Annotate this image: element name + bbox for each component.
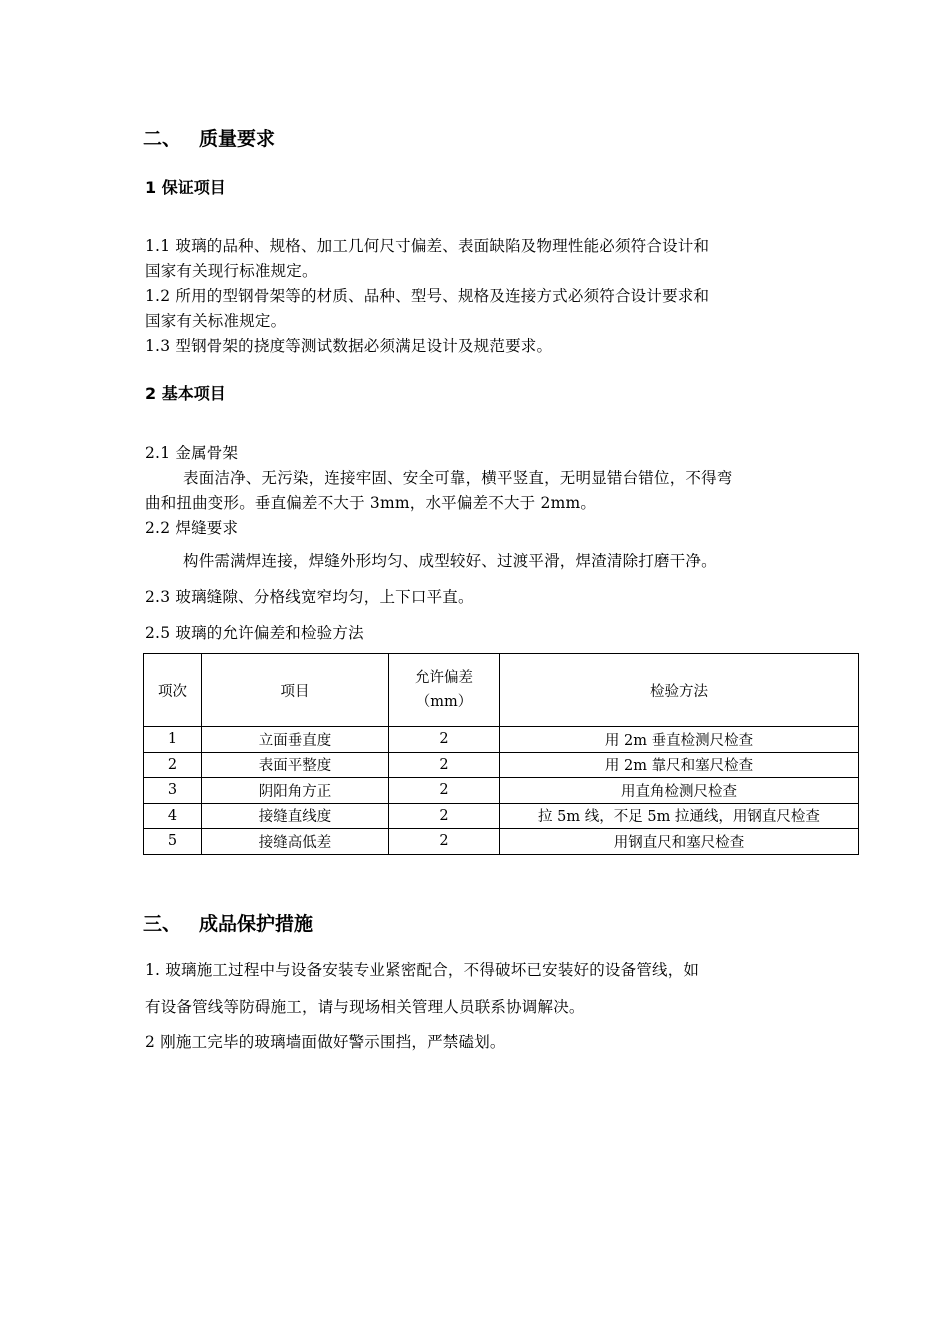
cell-method: 用直角检测尺检查: [500, 778, 859, 804]
paragraph-line: 国家有关现行标准规定。: [145, 262, 318, 280]
item-title: 2.1 金属骨架: [145, 444, 239, 462]
paragraph-line: 2 刚施工完毕的玻璃墙面做好警示围挡，严禁磕划。: [145, 1033, 506, 1051]
header-index: 项次: [144, 654, 202, 727]
cell-index: 3: [144, 778, 202, 804]
paragraph-line: 有设备管线等防碍施工，请与现场相关管理人员联系协调解决。: [145, 998, 585, 1016]
header-item: 项目: [202, 654, 389, 727]
cell-tolerance: 2: [389, 778, 500, 804]
cell-item: 接缝直线度: [202, 803, 389, 829]
cell-index: 2: [144, 752, 202, 778]
subheading-basic-items: 2 基本项目: [145, 384, 226, 403]
section-number: 三、: [143, 913, 182, 935]
header-tolerance-unit: （mm）: [415, 694, 473, 710]
cell-item: 接缝高低差: [202, 829, 389, 855]
paragraph-line: 1.1 玻璃的品种、规格、加工几何尺寸偏差、表面缺陷及物理性能必须符合设计和: [145, 237, 710, 255]
tolerance-table: [143, 653, 859, 855]
paragraph-line: 构件需满焊连接，焊缝外形均匀、成型较好、过渡平滑，焊渣清除打磨干净。: [183, 552, 717, 570]
cell-tolerance: 2: [389, 803, 500, 829]
subheading-guarantee-items: 1 保证项目: [145, 178, 226, 197]
cell-index: 4: [144, 803, 202, 829]
cell-tolerance: 2: [389, 752, 500, 778]
cell-item: 立面垂直度: [202, 727, 389, 753]
cell-index: 1: [144, 727, 202, 753]
table-caption: 2.5 玻璃的允许偏差和检验方法: [145, 624, 364, 642]
section-title: 质量要求: [199, 128, 276, 150]
paragraph-line: 1.3 型钢骨架的挠度等测试数据必须满足设计及规范要求。: [145, 337, 553, 355]
paragraph-line: 2.3 玻璃缝隙、分格线宽窄均匀，上下口平直。: [145, 588, 474, 606]
section-number: 二、: [143, 128, 182, 150]
cell-item: 阴阳角方正: [202, 778, 389, 804]
cell-tolerance: 2: [389, 727, 500, 753]
section-title: 成品保护措施: [199, 913, 314, 935]
table-row: [144, 829, 859, 855]
section-heading-protection: [143, 909, 313, 936]
item-title: 2.2 焊缝要求: [145, 519, 239, 537]
paragraph-line: 1.2 所用的型钢骨架等的材质、品种、型号、规格及连接方式必须符合设计要求和: [145, 287, 710, 305]
table-row: [144, 778, 859, 804]
paragraph-line: 曲和扭曲变形。垂直偏差不大于 3mm，水平偏差不大于 2mm。: [145, 494, 597, 512]
cell-method: 用 2m 垂直检测尺检查: [500, 727, 859, 753]
table-row: [144, 727, 859, 753]
cell-method: 拉 5m 线，不足 5m 拉通线，用钢直尺检查: [500, 803, 859, 829]
cell-item: 表面平整度: [202, 752, 389, 778]
cell-method: 用 2m 靠尺和塞尺检查: [500, 752, 859, 778]
paragraph-line: 1. 玻璃施工过程中与设备安装专业紧密配合，不得破坏已安装好的设备管线，如: [145, 961, 700, 979]
paragraph-line: 表面洁净、无污染，连接牢固、安全可靠，横平竖直，无明显错台错位，不得弯: [183, 469, 733, 487]
section-heading-quality: [143, 124, 275, 151]
header-tolerance-label: 允许偏差: [415, 670, 473, 686]
table-header-row: [144, 654, 859, 727]
cell-method: 用钢直尺和塞尺检查: [500, 829, 859, 855]
table-row: [144, 752, 859, 778]
cell-tolerance: 2: [389, 829, 500, 855]
table-row: [144, 803, 859, 829]
cell-index: 5: [144, 829, 202, 855]
paragraph-line: 国家有关标准规定。: [145, 312, 287, 330]
header-tolerance: [389, 654, 500, 727]
header-method: 检验方法: [500, 654, 859, 727]
